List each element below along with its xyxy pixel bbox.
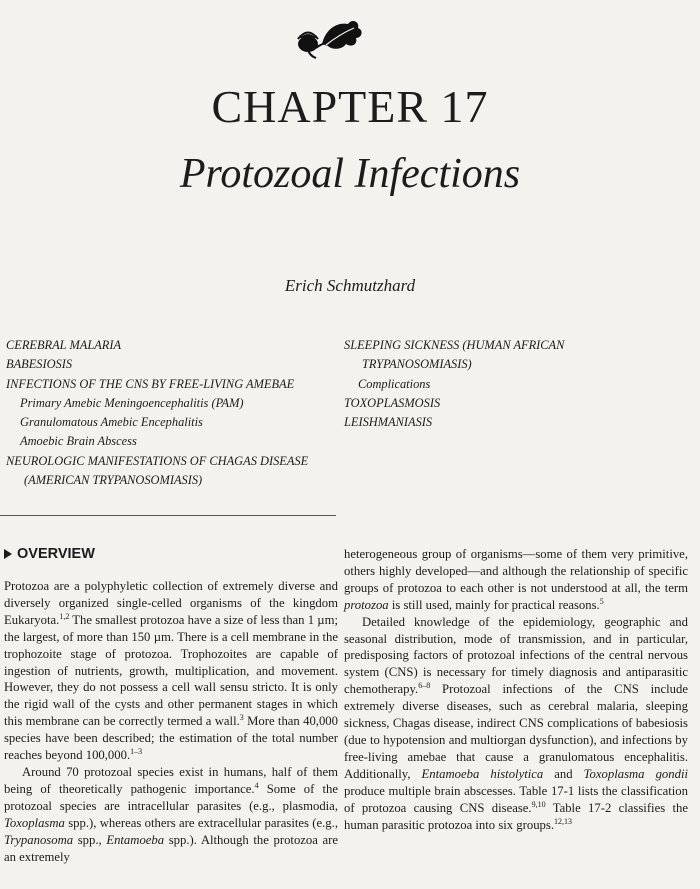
text-run: protozoa <box>344 597 389 612</box>
body-paragraph <box>344 614 688 834</box>
text-run: Trypanosoma <box>4 832 74 847</box>
outline-item: TOXOPLASMOSIS <box>344 395 441 410</box>
text-run: spp.). Although the protozoa are an extremely <box>4 832 339 864</box>
text-run: and <box>543 766 584 781</box>
overview-column-right <box>344 546 688 833</box>
text-run: produce multiple brain abscesses. Table 17-1 lists the classification of protozoa causing CNS disease. <box>344 783 688 815</box>
text-run: Table 17-2 classifies the human parasitic protozoa into six groups. <box>344 800 688 832</box>
chapter-outline-left <box>6 336 351 490</box>
citation-ref: 4 <box>254 780 259 790</box>
outline-item: Amoebic Brain Abscess <box>20 434 137 449</box>
outline-item: LEISHMANIASIS <box>344 415 433 430</box>
section-divider <box>0 515 336 516</box>
citation-ref: 12,13 <box>554 816 573 826</box>
text-run: More than 40,000 species have been described; the estimation of the total number reaches beyond 100,000. <box>4 714 338 763</box>
overview-column-left <box>4 578 338 865</box>
text-run: Some of the protozoal species are intracellular parasites (e.g., plasmodia, <box>4 781 338 813</box>
outline-item: (AMERICAN TRYPANOSOMIASIS) <box>24 473 203 488</box>
outline-item: Complications <box>358 376 431 391</box>
chapter-author: Erich Schmutzhard <box>284 276 416 295</box>
text-run: Protozoal infections of the CNS include extremely diverse diseases, such as cerebral malaria, sleeping sickness, Chagas disease, indirect CNS complications of babesiosis (due to hypotension and multiorgan dysfunction), and infections by free-living amebae that cause a granulomatous encephalitis. Additionally, <box>344 682 688 781</box>
text-run: spp., <box>73 832 107 847</box>
outline-item: CEREBRAL MALARIA <box>6 338 122 352</box>
text-run: spp.), whereas others are extracellular parasites (e.g., <box>64 815 338 830</box>
text-run: Toxoplasma <box>4 815 65 830</box>
outline-item: Primary Amebic Meningoencephalitis (PAM) <box>20 395 244 410</box>
triangle-bullet-icon <box>4 549 12 559</box>
chapter-title: Protozoal Infections <box>179 151 521 197</box>
chapter-outline-right <box>344 336 684 432</box>
citation-ref: 9,10 <box>531 799 546 809</box>
text-run: is still used, mainly for practical reasons. <box>388 597 600 612</box>
outline-item: SLEEPING SICKNESS (HUMAN AFRICAN <box>344 338 565 352</box>
body-paragraph <box>344 546 688 614</box>
outline-item: Granulomatous Amebic Encephalitis <box>20 415 203 430</box>
text-run: heterogeneous group of organisms—some of them very primitive, others highly developed—and although the relationship of specific groups of protozoa to each other is not understood at all, the term <box>344 547 688 595</box>
text-run: Toxoplasma gondii <box>583 766 688 781</box>
citation-ref: 3 <box>239 713 244 723</box>
oak-leaf-ornament-icon <box>286 14 366 60</box>
citation-ref: 1,2 <box>59 611 70 621</box>
text-run: Entamoeba <box>106 832 165 847</box>
text-run: The smallest protozoa have a size of less than 1 µm; the largest, of more than 150 µm. There is a cell membrane in the trophozoite stage of protozoa. Trophozoites are capable of ingestion of nutrients, growth, multiplication, and movement. However, they do not possess a cell wall sensu stricto. It is only the rigid wall of the cysts and other permanent stages in which this membrane can be correctly termed a wall. <box>4 612 338 729</box>
outline-item: TRYPANOSOMIASIS) <box>362 357 472 372</box>
body-paragraph <box>4 764 338 865</box>
citation-ref: 6–8 <box>418 681 431 691</box>
citation-ref: 1–3 <box>130 746 143 756</box>
text-run: Entamoeba histolytica <box>421 766 544 781</box>
outline-item: INFECTIONS OF THE CNS BY FREE-LIVING AMEBAE <box>6 376 295 391</box>
overview-heading <box>4 546 95 562</box>
outline-item: BABESIOSIS <box>6 357 73 372</box>
text-run: Detailed knowledge of the epidemiology, geographic and seasonal distribution, mode of transmission, and in particular, predisposing factors of protozoal infections of the central nervous system (CNS) is necessary for timely diagnosis and antiparasitic chemotherapy. <box>344 614 688 697</box>
body-paragraph <box>4 578 338 764</box>
citation-ref: 5 <box>599 596 604 606</box>
chapter-number: CHAPTER 17 <box>211 81 489 132</box>
outline-item: NEUROLOGIC MANIFESTATIONS OF CHAGAS DISEASE <box>6 453 309 468</box>
text-run: Around 70 protozoal species exist in humans, half of them being of theoretically pathogenic importance. <box>4 764 338 796</box>
overview-heading-text: OVERVIEW <box>17 546 95 562</box>
text-run: Protozoa are a polyphyletic collection of extremely diverse and diversely organized single-celled organisms of the kingdom Eukaryota. <box>4 579 338 627</box>
